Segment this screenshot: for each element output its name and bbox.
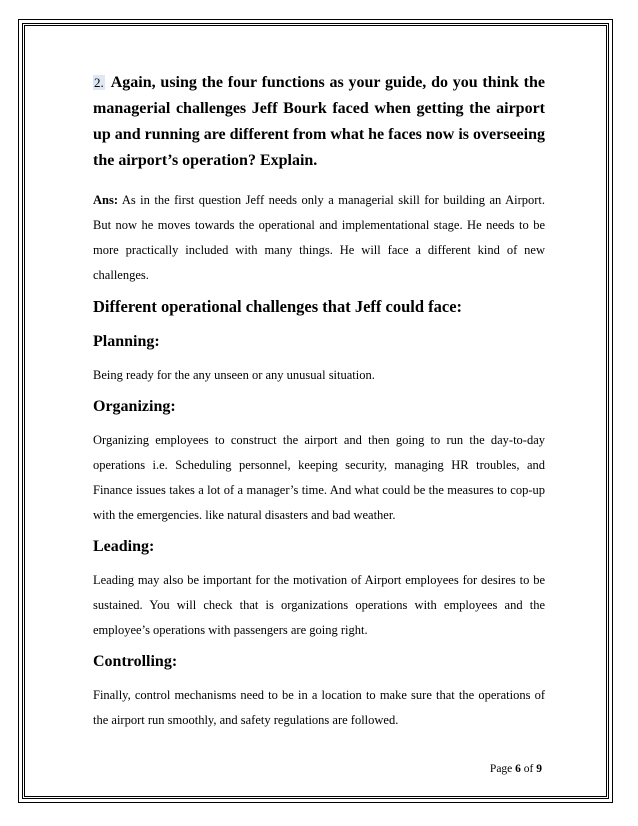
question-2 bbox=[93, 70, 545, 174]
section-text-organizing: Organizing employees to construct the airport and then going to run the day-to-day operations i.e. Scheduling personnel, keeping security, managing HR troubles, and Finance issues takes a lot of a manager’s time. And what could be the measures to cop-up with the emergencies. like natural disasters and bad weather. bbox=[93, 433, 545, 522]
section-text-planning: Being ready for the any unseen or any unusual situation. bbox=[93, 368, 375, 382]
page-footer bbox=[490, 763, 542, 775]
section-heading-organizing: Organizing: bbox=[93, 398, 176, 415]
section-heading-controlling: Controlling: bbox=[93, 653, 178, 670]
answer-paragraph bbox=[93, 188, 545, 288]
footer-total-pages: 9 bbox=[536, 763, 542, 775]
question-text: Again, using the four functions as your guide, do you think the managerial challenges Jeff Bourk faced when getting the airport up and running are different from what he faces now is overseeing the airport’s operation? Explain. bbox=[93, 74, 545, 169]
section-text-controlling: Finally, control mechanisms need to be in a location to make sure that the operations of the airport run smoothly, and safety regulations are followed. bbox=[93, 688, 545, 727]
footer-current-page: 6 bbox=[515, 763, 521, 775]
question-number: 2. bbox=[94, 75, 104, 90]
document-body bbox=[93, 70, 545, 741]
section-text-leading: Leading may also be important for the motivation of Airport employees for desires to be sustained. You will check that is organizations operations with employees and the employee’s operations with passengers are going right. bbox=[93, 573, 545, 637]
challenges-heading: Different operational challenges that Jeff could face: bbox=[93, 297, 463, 316]
section-heading-leading: Leading: bbox=[93, 538, 155, 555]
footer-of-word: of bbox=[523, 763, 534, 775]
answer-label: Ans: bbox=[93, 193, 119, 207]
answer-text: As in the first question Jeff needs only a managerial skill for building an Airport. But now he moves towards the operational and implementational stage. He needs to be more practically included with many things. He will face a different kind of new challenges. bbox=[93, 193, 545, 282]
footer-page-word: Page bbox=[489, 763, 513, 775]
section-heading-planning: Planning: bbox=[93, 333, 160, 350]
